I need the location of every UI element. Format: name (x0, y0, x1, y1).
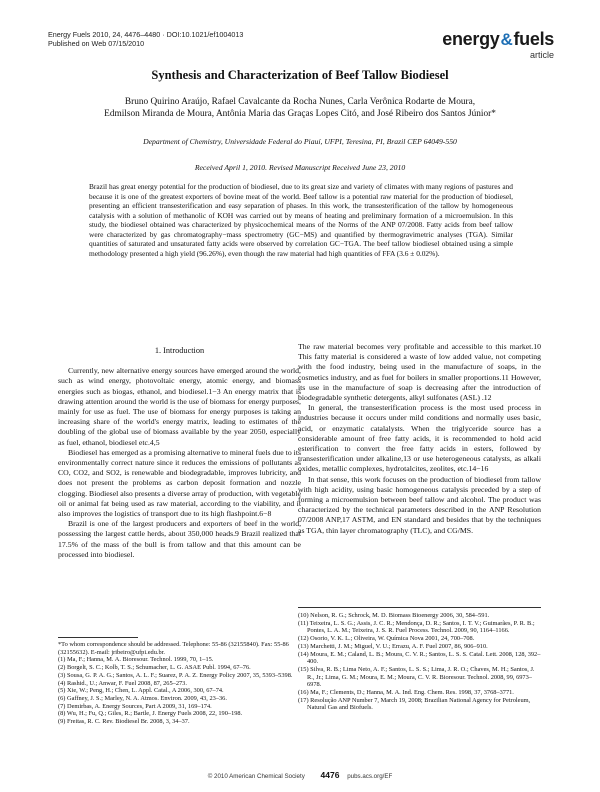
reference-item: (9) Freitas, R. C. Rev. Biodiesel Br. 2008, 3, 34–37. (58, 718, 190, 726)
logo-fuels: fuels (513, 29, 554, 49)
correspondence-note: *To whom correspondence should be addressed. Telephone: 55-86 (32155840). Fax: 55-86 (32155632). E-mail: jribeiro@ufpi.edu.br. (58, 641, 289, 656)
logo-energy: energy (442, 29, 500, 49)
affiliation: Department of Chemistry, Universidade Federal do Piauí, UFPI, Teresina, PI, Brazil CEP 64049-550 (143, 137, 457, 146)
left-column (58, 342, 301, 560)
page-number: 4476 (320, 770, 340, 780)
author-line: Bruno Quirino Araújo, Rafael Cavalcante da Rocha Nunes, Carla Verônica Rodarte de Moura, (124, 97, 476, 107)
received-dates: Received April 1, 2010. Revised Manuscript Received June 23, 2010 (194, 163, 406, 172)
reference-item: (10) Nelson, R. G.; Schrock, M. D. Biomass Bioenergy 2006, 30, 584–591. (298, 612, 490, 619)
reference-item: (17) Resolução ANP Number 7, March 19, 2008; Brazilian National Agency for Petroleum, Natural Gas and Biofuels. (298, 696, 531, 712)
reference-item: (16) Ma, F.; Clements, D.; Hanna, M. A. Ind. Eng. Chem. Res. 1998, 37, 3768–3771. (298, 689, 514, 697)
reference-item: (7) Demirbas, A. Energy Sources, Part A 2009, 31, 169–174. (58, 702, 212, 710)
section-heading: 1. Introduction (154, 346, 205, 355)
footnote-divider (58, 637, 138, 638)
body-paragraph: Currently, new alternative energy sources have emerged around the world, such as wind energy, photovoltaic energy, atomic energy, and biomass energies such as biogas, ethanol, and biodiesel.1−3 An energy matrix that is drawing attention around the world is the use of biomass for energy purposes, mainly for use as fuel. The use of biomass for energy purposes is taking an increasing share of the world's energy matrix, leading to estimates of the doubling of the global use of biomass available by the year 2050, especially as fuel, ethanol, biodiesel etc.4,5 (58, 366, 301, 447)
reference-item: (13) Marchetti, J. M.; Miguel, V. U.; Errazu, A. F. Fuel 2007, 86, 906–910. (298, 642, 488, 650)
reference-item: (12) Osorio, V. K. L.; Oliveira, W. Química Nova 2001, 24, 700–708. (298, 635, 475, 643)
body-paragraph: The raw material becomes very profitable and accessible to this market.10 This fatty material is considered a waste of low added value, not competing with the food industry, being used in the manufacture of soaps, in the cosmetics industry, and as fuel for boilers in smaller proportions.11 However, its use in the manufacture of soap is decreasing after the introduction of biodegradable synthetic detergents, alkyl sulfonates (ASL) .12 (298, 342, 541, 403)
footnote-divider (298, 607, 541, 608)
logo-ampersand-icon: & (500, 30, 513, 49)
reference-item: (3) Sousa, G. P. A. G.; Santos, A. L. F.; Suarez, P. A. Z. Energy Policy 2007, 35, 5393–5398. (58, 671, 293, 679)
reference-item: (5) Xie, W.; Peng, H.; Chen, L. Appl. Catal., A 2006, 300, 67–74. (58, 687, 224, 695)
body-paragraph: Biodiesel has emerged as a promising alternative to mineral fuels due to its environmentally correct nature since it reduces the emissions of pollutants as CO, CO2, and SO2, is renewable and biodegradable, improves lubricity, and does not present the problems as carbon deposit formation and nozzle clogging. Biodiesel also presents a diverse array of production, with vegetable oil or animal fat being used as raw material, according to the viability, and it also improves the logistics of transport due to its high flashpoint.6−8 (58, 447, 301, 519)
body-paragraph: In general, the transesterification process is the most used process in industries because it occurs under mild conditions and normally uses basic, acid, or enzymatic catalalysts. When the triglyceride source has a considerable amount of free fatty acids, it is recommended to hold acid esterification to convert the free fatty acids in esters, followed by transesterification under alkaline,13 or use heterogeneous catalysts, as alkali oxides, metallic complexes, hydrotalcites, zeolites, etc.14−16 (298, 403, 541, 474)
right-column (298, 342, 541, 536)
footnotes-left (58, 641, 301, 726)
reference-item: (8) Wu, H.; Fu, Q.; Giles, R.; Bartle, J. Energy Fuels 2008, 22, 190–198. (58, 710, 243, 718)
reference-item: (11) Teixeira, L. S. G.; Assis, J. C. R.; Mendonça, D. R.; Santos, I. T. V.; Guimarães, P. R. B.; Pontes, L. A. M.; Teixeira, J. S. R. Fuel Process. Technol. 2009, 90, 1164–1166. (298, 619, 535, 635)
copyright-notice: © 2010 American Chemical Society (207, 773, 305, 780)
reference-item: (2) Borgelt, S. C.; Kolb, T. S.; Schumacher, L. G. ASAE Publ. 1994, 67–76. (58, 664, 251, 672)
footnotes-right (298, 612, 541, 712)
journal-logo (442, 30, 554, 60)
author-list (60, 96, 540, 120)
article-type-label: article (529, 50, 554, 60)
body-paragraph: Brazil is one of the largest producers and exporters of beef in the world, possessing the largest cattle herds, about 350,000 heads.9 Brazil realized that 17.5% of the mass of the bull is from tallow and that this amount can be processed into biodiesel. (58, 519, 301, 559)
author-line: Edmilson Miranda de Moura, Antônia Maria das Graças Lopes Citó, and José Ribeiro dos Santos Júnior* (104, 109, 496, 119)
journal-logo-wordmark (442, 30, 554, 49)
reference-item: (4) Rashid., U.; Anwar, F. Fuel 2008, 87, 265–273. (58, 679, 187, 687)
page-footer (0, 770, 600, 780)
publication-date-line: Published on Web 07/15/2010 (48, 39, 145, 48)
abstract: Brazil has great energy potential for the production of biodiesel, due to its great size and variety of climates with many regions of pastures and because it is one of the greatest exporters of bovine meat of the world. Beef tallow is a potential raw material for the production of biodiesel, presenting an efficient transesterification and easy separation of phases. In this work, the transesterification of the tallow by homogeneous catalysis with a solution of methanolic of KOH was carried out by means of heating and preliminary formation of a microemulsion. In this study, the biodiesel obtained was characterized by physicochemical means of the Norms of the ANP 07/2008. Fatty acids from beef tallow were characterized by gas chromatography−mass spectrometry (GC−MS) and quantified by thermogravimetric analyses (TGA). Similar quantities of saturated and unsaturated fatty acids were observed by correlation GC−TGA. The beef tallow biodiesel obtained using a simple methodology presented a high yield (96.26%), even though the raw material had high quantities of FFA (3.6 ± 0.02%). (89, 182, 513, 258)
body-paragraph: In that sense, this work focuses on the production of biodiesel from tallow with high acidity, using basic homogeneous catalysis preceded by a step of forming a microemulsion between beef tallow and alcohol. The product was characterized by the technical parameters described in the ANP Resolution 07/2008 ANP,17 ASTM, and EN standard and besides that by the techniques as TGA, thin layer chromatography (TLC), and CG/MS. (298, 474, 541, 535)
journal-citation (48, 30, 243, 48)
article-title: Synthesis and Characterization of Beef Tallow Biodiesel (151, 68, 449, 82)
journal-url: pubs.acs.org/EF (347, 773, 393, 780)
reference-item: (14) Moura, E. M.; Caland, L. B.; Moura, C. V. R.; Santos, L. S. S. Catal. Lett. 2008, 128, 392–400. (298, 650, 541, 666)
reference-item: (6) Gaffney, J. S.; Marley, N. A. Atmos. Environ. 2009, 43, 23–36. (58, 694, 227, 702)
journal-citation-line: Energy Fuels 2010, 24, 4476–4480 · DOI:10.1021/ef1004013 (48, 30, 244, 39)
reference-item: (1) Ma, F.; Hanna, M. A. Bioresour. Technol. 1999, 70, 1–15. (58, 656, 214, 664)
reference-item: (15) Silva, R. B.; Lima Neto, A. F.; Santos, L. S. S.; Lima, J. R. O.; Chaves, M. H.; Santos, J. R., Jr.; Lima, G. M.; Moura, E. M.; Moura, C. V. R. Bioresour. Technol. 2008, 99, 6973–6978. (298, 665, 535, 689)
